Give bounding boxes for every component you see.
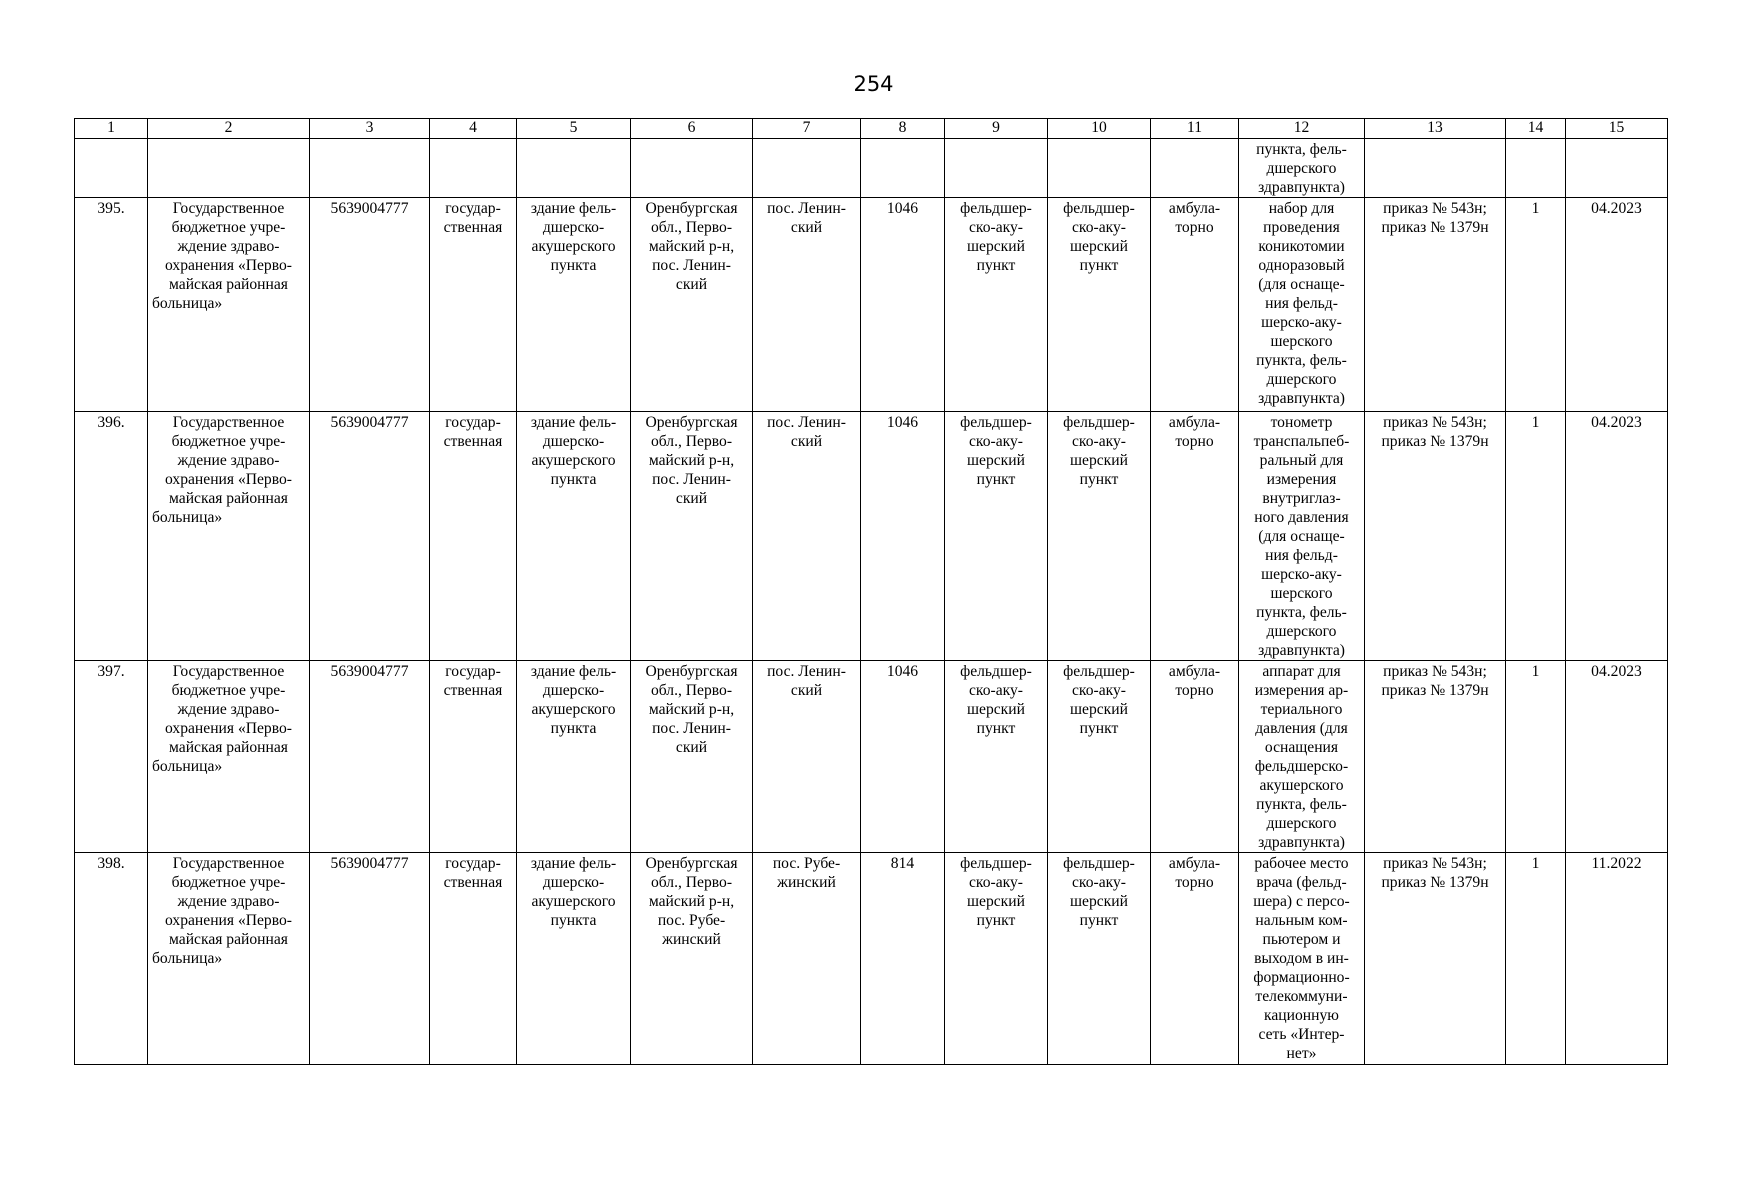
empty-cell	[1151, 139, 1239, 198]
inn-cell: 5639004777	[310, 853, 430, 1065]
empty-cell	[753, 139, 861, 198]
date-cell: 11.2022	[1566, 853, 1668, 1065]
column-number: 4	[430, 119, 517, 139]
empty-cell	[1365, 139, 1506, 198]
ownership-cell: государ- ственная	[430, 853, 517, 1065]
column-number: 1	[75, 119, 148, 139]
unit-type-cell: фельдшер- ско-аку- шерский пункт	[945, 412, 1048, 661]
page-number: 254	[853, 72, 894, 96]
row-number-cell: 395.	[75, 198, 148, 412]
column-number: 7	[753, 119, 861, 139]
continuation-row	[75, 139, 1668, 198]
care-form-cell: амбула- торно	[1151, 853, 1239, 1065]
equipment-cell: набор для проведения коникотомии одноразовый (для оснаще- ния фельд- шерско-аку- шерского пункта, фель- дшерского здравпункта)	[1239, 198, 1365, 412]
inn-cell: 5639004777	[310, 661, 430, 853]
empty-cell	[1566, 139, 1668, 198]
organization-cell: Государственное бюджетное учре-ждение здраво-охранения «Перво-майская районная больница»	[148, 661, 310, 853]
unit-name-cell: фельдшер- ско-аку- шерский пункт	[1048, 661, 1151, 853]
quantity-cell: 1	[1506, 661, 1566, 853]
column-number: 6	[631, 119, 753, 139]
organization-cell: Государственное бюджетное учре-ждение здраво-охранения «Перво-майская районная больница»	[148, 853, 310, 1065]
population-cell: 1046	[861, 412, 945, 661]
order-cell: приказ № 543н; приказ № 1379н	[1365, 412, 1506, 661]
date-cell: 04.2023	[1566, 412, 1668, 661]
unit-name-cell: фельдшер- ско-аку- шерский пункт	[1048, 412, 1151, 661]
empty-cell	[310, 139, 430, 198]
settlement-cell: пос. Рубе- жинский	[753, 853, 861, 1065]
column-number: 2	[148, 119, 310, 139]
organization-cell: Государственное бюджетное учре-ждение здраво-охранения «Перво-майская районная больница»	[148, 198, 310, 412]
care-form-cell: амбула- торно	[1151, 661, 1239, 853]
empty-cell	[1048, 139, 1151, 198]
empty-cell	[148, 139, 310, 198]
column-number: 9	[945, 119, 1048, 139]
building-cell: здание фель- дшерско- акушерского пункта	[517, 198, 631, 412]
equipment-cell: аппарат для измерения ар- териального давления (для оснащения фельдшерско- акушерского пункта, фель- дшерского здравпункта)	[1239, 661, 1365, 853]
empty-cell	[75, 139, 148, 198]
row-number-cell: 397.	[75, 661, 148, 853]
order-cell: приказ № 543н; приказ № 1379н	[1365, 853, 1506, 1065]
equipment-cell: пункта, фель- дшерского здравпункта)	[1239, 139, 1365, 198]
ownership-cell: государ- ственная	[430, 412, 517, 661]
equipment-cell: рабочее место врача (фельд- шера) с персо- нальным ком- пьютером и выходом в ин- формационно- телекоммуни- кационную сеть «Интер- нет»	[1239, 853, 1365, 1065]
row-number-cell: 398.	[75, 853, 148, 1065]
building-cell: здание фель- дшерско- акушерского пункта	[517, 853, 631, 1065]
medical-equipment-table	[74, 118, 1668, 1065]
column-number: 3	[310, 119, 430, 139]
population-cell: 814	[861, 853, 945, 1065]
order-cell: приказ № 543н; приказ № 1379н	[1365, 661, 1506, 853]
address-cell: Оренбургская обл., Перво- майский р-н, пос. Рубе- жинский	[631, 853, 753, 1065]
building-cell: здание фель- дшерско- акушерского пункта	[517, 412, 631, 661]
unit-type-cell: фельдшер- ско-аку- шерский пункт	[945, 198, 1048, 412]
date-cell: 04.2023	[1566, 661, 1668, 853]
date-cell: 04.2023	[1566, 198, 1668, 412]
table-row	[75, 198, 1668, 412]
empty-cell	[517, 139, 631, 198]
ownership-cell: государ- ственная	[430, 661, 517, 853]
quantity-cell: 1	[1506, 198, 1566, 412]
address-cell: Оренбургская обл., Перво- майский р-н, пос. Ленин- ский	[631, 661, 753, 853]
empty-cell	[430, 139, 517, 198]
column-number: 12	[1239, 119, 1365, 139]
column-number: 15	[1566, 119, 1668, 139]
settlement-cell: пос. Ленин- ский	[753, 198, 861, 412]
column-number: 14	[1506, 119, 1566, 139]
empty-cell	[1506, 139, 1566, 198]
column-number-row	[75, 119, 1668, 139]
unit-type-cell: фельдшер- ско-аку- шерский пункт	[945, 661, 1048, 853]
care-form-cell: амбула- торно	[1151, 412, 1239, 661]
care-form-cell: амбула- торно	[1151, 198, 1239, 412]
quantity-cell: 1	[1506, 412, 1566, 661]
table-row	[75, 661, 1668, 853]
table-row	[75, 412, 1668, 661]
inn-cell: 5639004777	[310, 412, 430, 661]
address-cell: Оренбургская обл., Перво- майский р-н, пос. Ленин- ский	[631, 198, 753, 412]
order-cell: приказ № 543н; приказ № 1379н	[1365, 198, 1506, 412]
column-number: 8	[861, 119, 945, 139]
organization-cell: Государственное бюджетное учре-ждение здраво-охранения «Перво-майская районная больница»	[148, 412, 310, 661]
table-row	[75, 853, 1668, 1065]
population-cell: 1046	[861, 198, 945, 412]
column-number: 13	[1365, 119, 1506, 139]
equipment-cell: тонометр транспальпеб- ральный для измерения внутриглаз- ного давления (для оснаще- ния фельд- шерско-аку- шерского пункта, фель- дшерского здравпункта)	[1239, 412, 1365, 661]
building-cell: здание фель- дшерско- акушерского пункта	[517, 661, 631, 853]
empty-cell	[631, 139, 753, 198]
unit-type-cell: фельдшер- ско-аку- шерский пункт	[945, 853, 1048, 1065]
row-number-cell: 396.	[75, 412, 148, 661]
column-number: 10	[1048, 119, 1151, 139]
settlement-cell: пос. Ленин- ский	[753, 661, 861, 853]
column-number: 5	[517, 119, 631, 139]
unit-name-cell: фельдшер- ско-аку- шерский пункт	[1048, 853, 1151, 1065]
settlement-cell: пос. Ленин- ский	[753, 412, 861, 661]
ownership-cell: государ- ственная	[430, 198, 517, 412]
empty-cell	[861, 139, 945, 198]
unit-name-cell: фельдшер- ско-аку- шерский пункт	[1048, 198, 1151, 412]
empty-cell	[945, 139, 1048, 198]
column-number: 11	[1151, 119, 1239, 139]
population-cell: 1046	[861, 661, 945, 853]
address-cell: Оренбургская обл., Перво- майский р-н, пос. Ленин- ский	[631, 412, 753, 661]
quantity-cell: 1	[1506, 853, 1566, 1065]
inn-cell: 5639004777	[310, 198, 430, 412]
